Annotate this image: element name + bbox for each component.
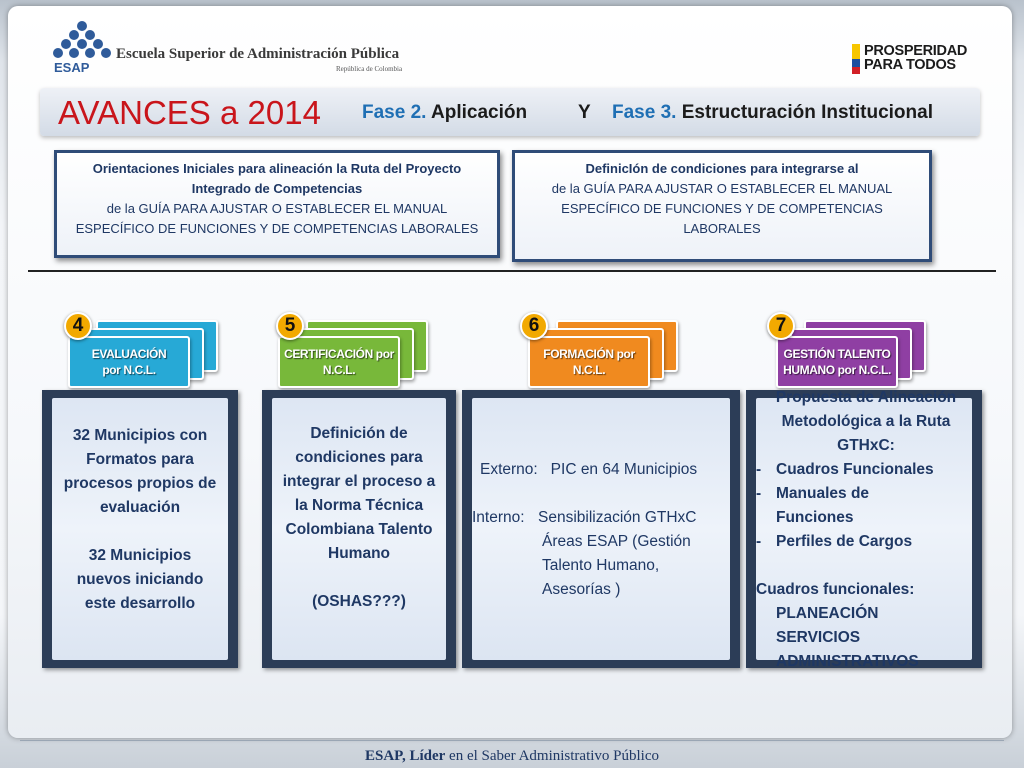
panel-1-line-7: este desarrollo [84, 595, 196, 612]
scroll-right-line-1: DefinicIón de condiciones para integrarse al [585, 161, 859, 176]
panel-4-line-2: Metodológica a la Ruta [781, 413, 951, 430]
panel-4-line-6: SERVICIOS [776, 629, 861, 646]
panel-3-interno-line-4: Asesorías ) [542, 581, 621, 598]
panel-2-line-3: integrar el proceso a [282, 473, 436, 490]
institution-name: Escuela Superior de Administración Pública [116, 46, 400, 62]
step-6-line-1: FORMACIÓN por [543, 347, 635, 361]
panel-4-bullet-3: Perfiles de Cargos [776, 533, 913, 550]
scroll-box-right [512, 150, 932, 262]
panel-4-bullet-2-dash: - [756, 485, 762, 502]
phase-3-name: Estructuración Institucional [681, 102, 933, 123]
footer-bold: ESAP, Líder [364, 748, 446, 764]
panel-4-bullet-2a: Manuales de [776, 485, 870, 502]
divider-line [28, 270, 996, 272]
step-number-7: 7 [767, 312, 795, 340]
step-7-line-2: HUMANO por N.C.L. [783, 363, 891, 377]
slogan-line-2: PARA TODOS [864, 57, 956, 73]
phase-connector: Y [578, 102, 591, 123]
scroll-right-line-3: ESPECÍFICO DE FUNCIONES Y DE COMPETENCIAS [561, 201, 883, 216]
panel-gestion-talento [746, 390, 982, 668]
panel-2-line-2: condiciones para [295, 449, 423, 466]
footer [0, 748, 1024, 765]
panel-1-line-1: 32 Municipios con [72, 427, 208, 444]
phase-3-number: Fase 3. [612, 102, 677, 123]
step-6-line-2: N.C.L. [572, 363, 606, 377]
panel-4-line-4: Cuadros funcionales: [756, 581, 915, 598]
panel-2-line-6: Humano [328, 545, 390, 562]
phase-2-name: Aplicación [431, 102, 528, 123]
panel-3-externo [480, 458, 736, 482]
scroll-left-line-2: Integrado de Competencias [191, 181, 363, 196]
panel-2-line-5: Colombiana Talento [285, 521, 433, 538]
panel-4-bullet-1-dash: - [756, 461, 762, 478]
phase-2-number: Fase 2. [362, 102, 427, 123]
colombia-flag-icon [852, 44, 860, 74]
step-4-line-2: por N.C.L. [102, 363, 156, 377]
institution-subtitle: República de Colombia [336, 65, 403, 73]
footer-text: en el Saber Administrativo Público [445, 748, 660, 764]
page-title: AVANCES a 2014 [58, 94, 321, 131]
government-slogan [852, 44, 976, 76]
panel-1-line-4: evaluación [99, 499, 181, 516]
scroll-left-line-4: ESPECÍFICO DE FUNCIONES Y DE COMPETENCIAS LABORALES [75, 221, 479, 236]
scroll-right-line-2: de la GUÍA PARA AJUSTAR O ESTABLECER EL MANUAL [551, 181, 893, 196]
step-5-line-2: N.C.L. [322, 363, 356, 377]
panel-3-interno-line-3: Talento Humano, [542, 557, 660, 574]
esap-logo [52, 20, 122, 76]
phase-2-title [362, 102, 527, 124]
scroll-left-line-3: de la GUÍA PARA AJUSTAR O ESTABLECER EL MANUAL [106, 201, 448, 216]
phase-3-title [612, 102, 933, 124]
scroll-left-line-1: Orientaciones Iniciales para alineación la Ruta del Proyecto [92, 161, 462, 176]
step-7-line-1: GESTIÓN TALENTO [783, 347, 891, 361]
step-number-4: 4 [64, 312, 92, 340]
esap-logo-text: ESAP [54, 60, 90, 75]
panel-4-line-7: ADMINISTRATIVOS [776, 653, 919, 668]
panel-formacion [462, 390, 740, 668]
panel-4-bullet-3-dash: - [756, 533, 762, 550]
step-5-line-1: CERTIFICACIÓN por [284, 347, 394, 361]
panel-1-line-3: procesos propios de [63, 475, 217, 492]
slogan-line-1: PROSPERIDAD [864, 43, 968, 59]
footer-divider [20, 740, 1004, 741]
panel-1-line-6: nuevos iniciando [76, 571, 204, 588]
panel-3-interno-line-1: Sensibilización GTHxC [538, 509, 697, 526]
step-number-6: 6 [520, 312, 548, 340]
panel-3-externo-text: PIC en 64 Municipios [550, 461, 698, 478]
panel-4-line-5: PLANEACIÓN [776, 605, 879, 622]
scroll-box-left [54, 150, 500, 258]
panel-certificacion [262, 390, 456, 668]
step-number-5: 5 [276, 312, 304, 340]
panel-4-bullet-1: Cuadros Funcionales [776, 461, 934, 478]
panel-3-interno-line-2: Áreas ESAP (Gestión [542, 533, 691, 550]
panel-3-externo-label: Externo: [480, 461, 538, 478]
panel-2-line-7: (OSHAS???) [312, 593, 406, 610]
step-4-line-1: EVALUACIÓN [91, 347, 167, 361]
step-badge-7 [776, 320, 904, 377]
panel-2-line-1: Definición de [310, 425, 408, 442]
panel-1-line-2: Formatos para [86, 451, 194, 468]
panel-4-bullet-2b: Funciones [776, 509, 854, 526]
panel-1-line-5: 32 Municipios [88, 547, 192, 564]
panel-evaluacion [42, 390, 238, 668]
panel-4-line-1: Propuesta de Alineación [775, 389, 957, 406]
panel-4-line-3: GTHxC: [837, 437, 895, 454]
scroll-right-line-4: LABORALES [683, 221, 761, 236]
panel-3-interno-label: Interno: [472, 509, 525, 526]
panel-2-line-4: la Norma Técnica [294, 497, 424, 514]
